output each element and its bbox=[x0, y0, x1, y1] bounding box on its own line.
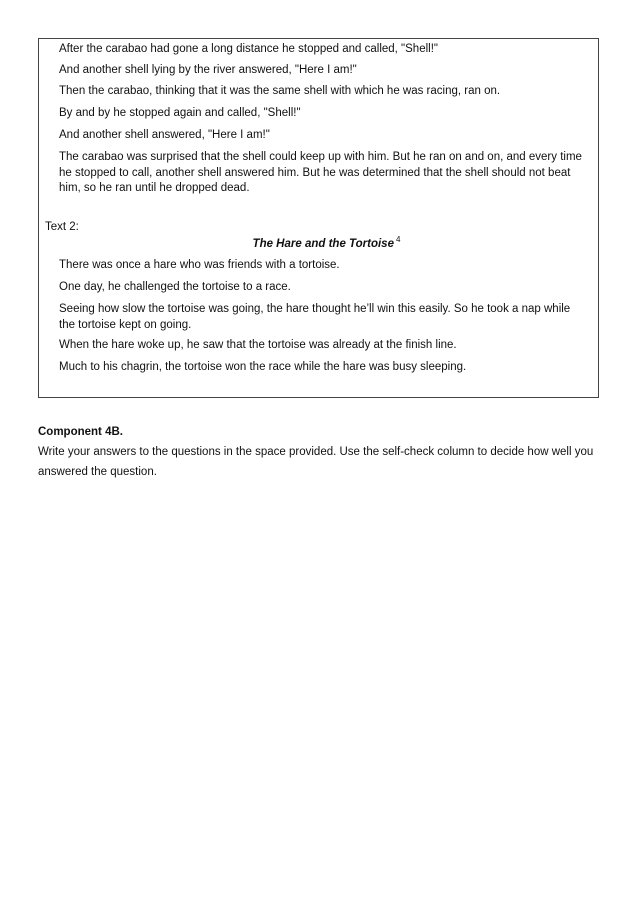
text1-paragraph: After the carabao had gone a long distance he stopped and called, "Shell!" bbox=[59, 43, 438, 55]
text2-paragraph: When the hare woke up, he saw that the tortoise was already at the finish line. bbox=[59, 339, 457, 351]
text1-paragraph: And another shell answered, "Here I am!" bbox=[59, 129, 270, 141]
text1-paragraph: By and by he stopped again and called, "Shell!" bbox=[59, 107, 301, 119]
story-title-text: The Hare and the Tortoise bbox=[252, 238, 394, 250]
footnote-marker: 4 bbox=[395, 235, 401, 244]
text2-paragraph: Much to his chagrin, the tortoise won the race while the hare was busy sleeping. bbox=[59, 361, 467, 373]
text2-label: Text 2: bbox=[45, 221, 79, 233]
text1-paragraph: And another shell lying by the river answered, "Here I am!" bbox=[59, 64, 357, 76]
story-box bbox=[38, 38, 599, 398]
component-instructions: Write your answers to the questions in the space provided. Use the self-check column to decide how well you answered the question. bbox=[38, 446, 594, 478]
text1-paragraph: Then the carabao, thinking that it was the same shell with which he was racing, ran on. bbox=[59, 85, 501, 97]
text2-paragraph: Seeing how slow the tortoise was going, the hare thought he’ll win this easily. So he took a nap while the tortoise kept on going. bbox=[59, 303, 571, 331]
text1-paragraph: The carabao was surprised that the shell could keep up with him. But he ran on and on, and every time he stopped to call, another shell answered him. But he was determined that the shell should not beat him, so he ran until he dropped dead. bbox=[59, 151, 582, 195]
text2-paragraph: There was once a hare who was friends with a tortoise. bbox=[59, 259, 340, 271]
story-title bbox=[39, 235, 598, 253]
text2-paragraph: One day, he challenged the tortoise to a race. bbox=[59, 281, 291, 293]
component-heading: Component 4B. bbox=[38, 426, 123, 438]
